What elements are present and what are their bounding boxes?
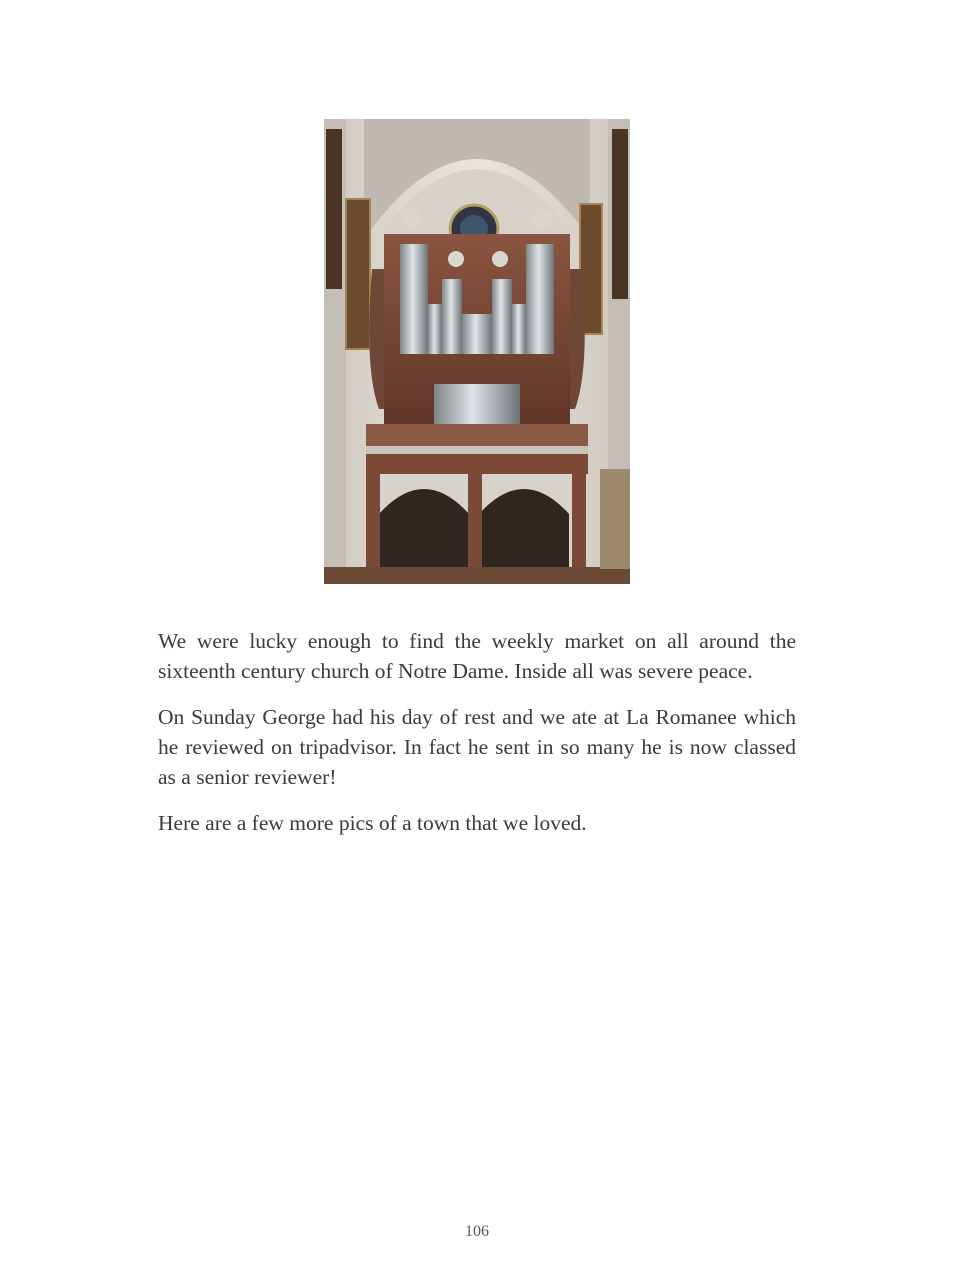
paragraph: On Sunday George had his day of rest and we ate at La Romanee which he reviewed on tripadvisor. In fact he sent in so many he is now classed as a senior reviewer! [158, 705, 796, 789]
paragraph: Here are a few more pics of a town that we loved. [158, 811, 587, 835]
body-text [158, 626, 796, 854]
church-organ-photo [324, 119, 630, 584]
page-number: 106 [465, 1223, 489, 1240]
paragraph: We were lucky enough to find the weekly market on all around the sixteenth century church of Notre Dame. Inside all was severe peace. [158, 629, 796, 683]
